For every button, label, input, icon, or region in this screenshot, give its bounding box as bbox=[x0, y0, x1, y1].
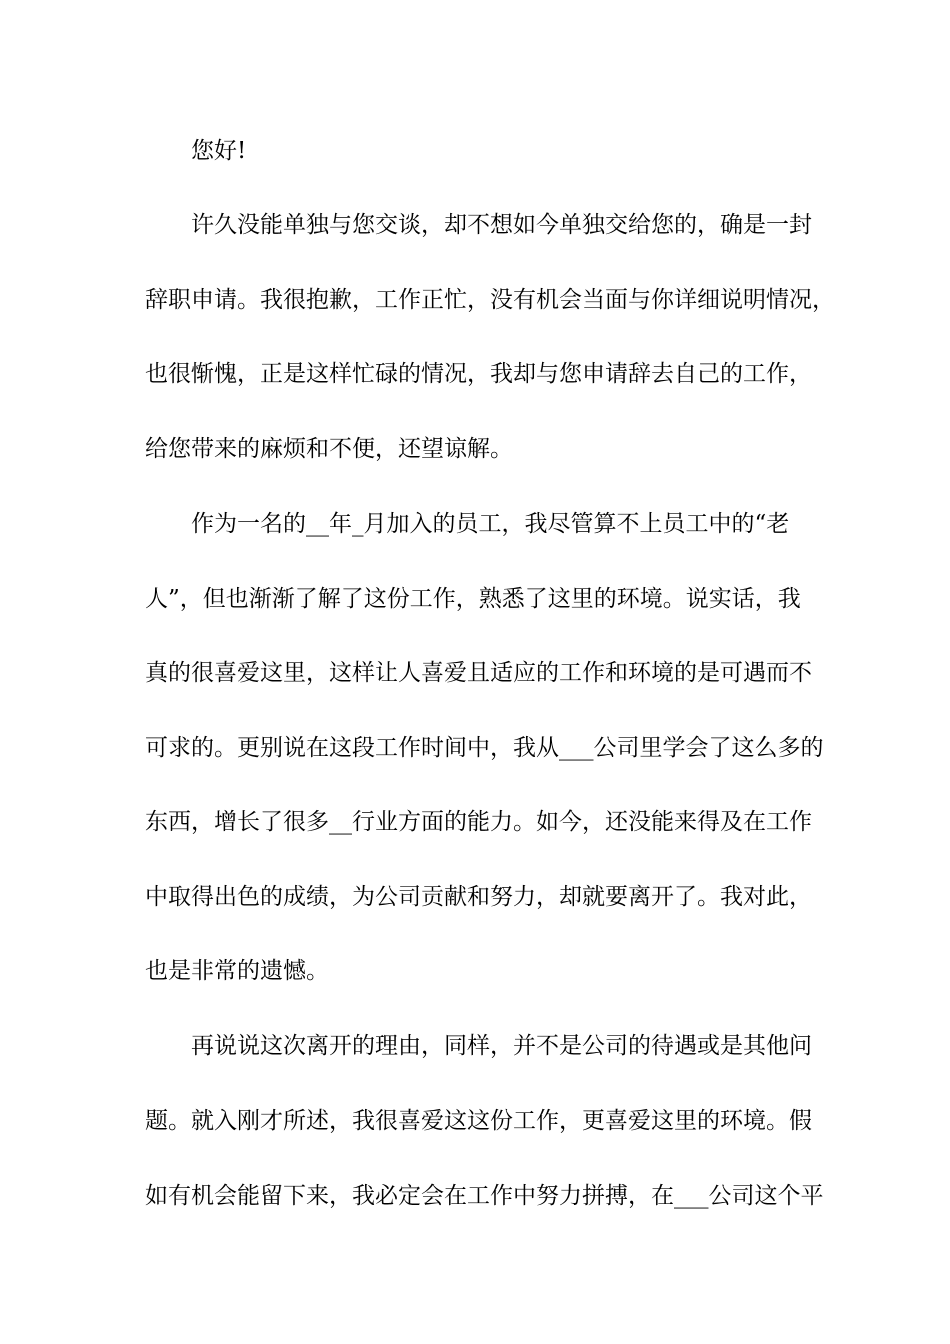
paragraph-line: 中取得出色的成绩，为公司贡献和努力，却就要离开了。我对此， bbox=[145, 884, 812, 910]
paragraph-line: 东西，增长了很多__行业方面的能力。如今，还没能来得及在工作 bbox=[145, 809, 812, 835]
paragraph-line: 也很惭愧，正是这样忙碌的情况，我却与您申请辞去自己的工作， bbox=[145, 361, 812, 387]
paragraph-line: 作为一名的__年_月加入的员工，我尽管算不上员工中的“老 bbox=[191, 511, 790, 537]
greeting-line: 您好! bbox=[191, 138, 247, 164]
paragraph-line: 人”，但也渐渐了解了这份工作，熟悉了这里的环境。说实话，我 bbox=[145, 586, 801, 612]
paragraph-line: 给您带来的麻烦和不便，还望谅解。 bbox=[145, 436, 513, 462]
paragraph-line: 再说说这次离开的理由，同样，并不是公司的待遇或是其他问 bbox=[191, 1033, 812, 1059]
paragraph-line: 如有机会能留下来，我必定会在工作中努力拼搏，在___公司这个平 bbox=[145, 1183, 824, 1209]
paragraph-line: 辞职申请。我很抱歉，工作正忙，没有机会当面与你详细说明情况， bbox=[145, 287, 835, 313]
paragraph-line: 许久没能单独与您交谈，却不想如今单独交给您的，确是一封 bbox=[191, 212, 812, 238]
paragraph-line: 可求的。更别说在这段工作时间中，我从___公司里学会了这么多的 bbox=[145, 735, 824, 761]
paragraph-line: 题。就入刚才所述，我很喜爱这这份工作，更喜爱这里的环境。假 bbox=[145, 1108, 812, 1134]
paragraph-line: 真的很喜爱这里，这样让人喜爱且适应的工作和环境的是可遇而不 bbox=[145, 660, 812, 686]
paragraph-line: 也是非常的遗憾。 bbox=[145, 958, 329, 984]
